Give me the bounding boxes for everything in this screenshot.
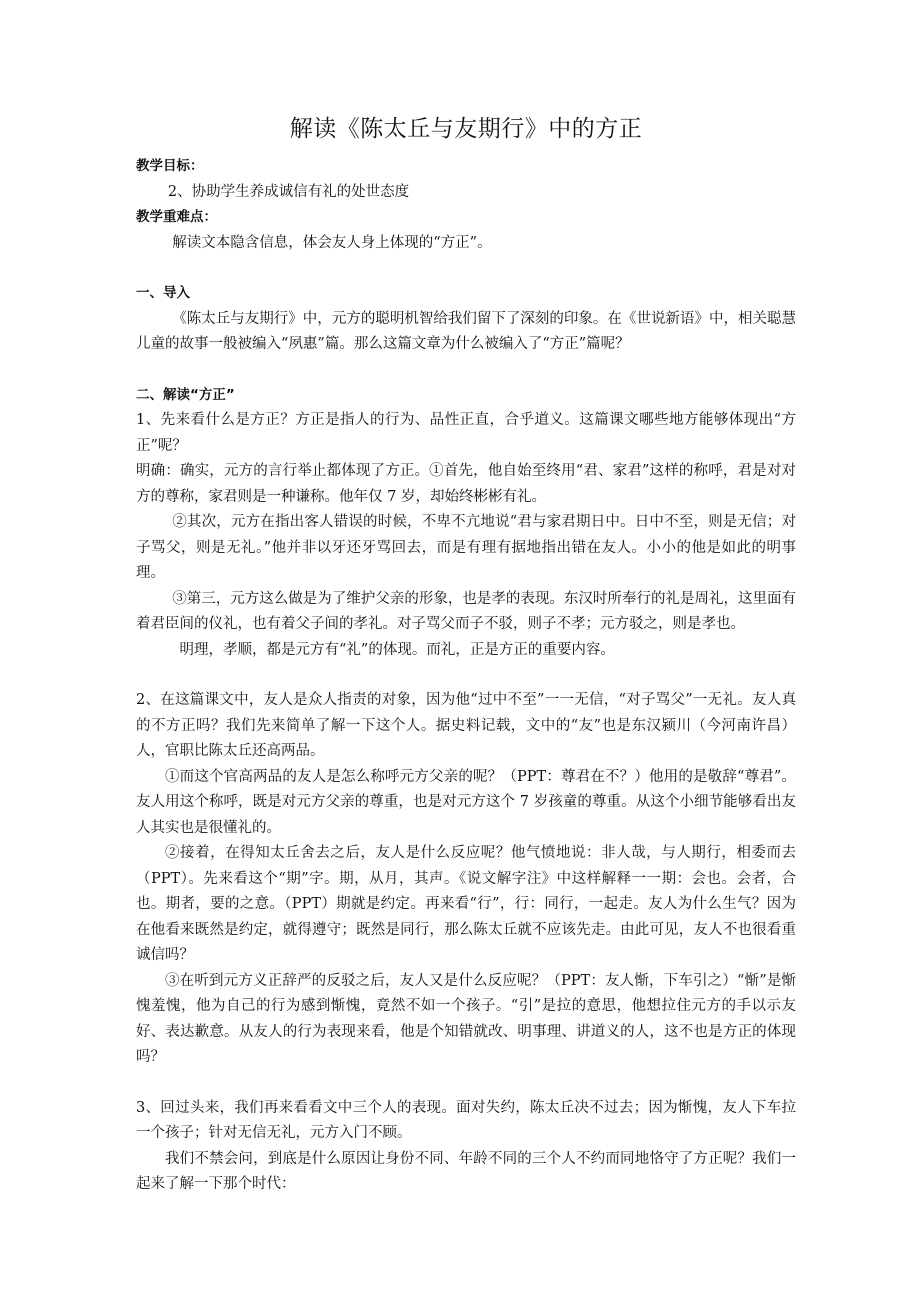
- objectives-item: 2、协助学生养成诚信有礼的处世态度: [167, 183, 410, 200]
- paragraph-second-point: ②其次，元方在指出客人错误的时候，不卑不亢地说“君与家君期日中。日中不至，则是无信；对子骂父，则是无礼。”他并非以牙还牙骂回去，而是有理有据地指出错在友人。小小的他是如此的明事理。: [136, 514, 796, 581]
- paragraph-friend-can: ③在听到元方义正辞严的反驳之后，友人又是什么反应呢？（PPT：友人惭，下车引之）“惭”是惭愧羞愧，他为自己的行为感到惭愧，竟然不如一个孩子。“引”是拉的意思，他想拉住元方的手以示友好、表达歉意。从友人的行为表现来看，他是个知错就改、明事理、讲道义的人，这不也是方正的体现吗？: [136, 972, 796, 1065]
- paragraph-mingque: 明确：确实，元方的言行举止都体现了方正。①首先，他自始至终用“君、家君”这样的称呼，君是对对方的尊称，家君则是一种谦称。他年仅 7 岁，却始终彬彬有礼。: [136, 463, 796, 505]
- paragraph-era: 我们不禁会问，到底是什么原因让身份不同、年龄不同的三个人不约而同地恪守了方正呢？我们一起来了解一下那个时代：: [136, 1150, 796, 1192]
- paragraph-friend-zunjun: ①而这个官高两品的友人是怎么称呼元方父亲的呢？（PPT：尊君在不？）他用的是敬辞“尊君”。友人用这个称呼，既是对元方父亲的尊重，也是对元方这个 7 岁孩童的尊重。从这个小细节能够看出友人其实也是很懂礼的。: [136, 768, 796, 836]
- paragraph-what-is-fangzheng: 1、先来看什么是方正？方正是指人的行为、品性正直，合乎道义。这篇课文哪些地方能够体现出“方正”呢？: [136, 412, 796, 454]
- paragraph-summary-li: 明理，孝顺，都是元方有“礼”的体现。而礼，正是方正的重要内容。: [179, 641, 615, 658]
- paragraph-three-people: 3、回过头来，我们再来看看文中三个人的表现。面对失约，陈太丘决不过去；因为惭愧，友人下车拉一个孩子；针对无信无礼，元方入门不顾。: [136, 1099, 796, 1141]
- key-points-label: 教学重难点：: [136, 209, 217, 225]
- spacer: [136, 358, 796, 383]
- key-points-text: 解读文本隐含信息，体会友人身上体现的“方正”。: [172, 234, 492, 251]
- section-1-heading: 一、导入: [136, 285, 190, 301]
- section-1-paragraph: 《陈太丘与友期行》中，元方的聪明机智给我们留下了深刻的印象。在《世说新语》中，相关聪慧儿童的故事一般被编入“夙惠”篇。那么这篇文章为什么被编入了“方正”篇呢？: [136, 310, 796, 352]
- spacer: [136, 1071, 796, 1096]
- spacer: [136, 256, 796, 281]
- document-title: 解读《陈太丘与友期行》中的方正: [289, 116, 643, 142]
- paragraph-third-point: ③第三，元方这么做是为了维护父亲的形象，也是孝的表现。东汉时所奉行的礼是周礼，这里面有着君臣间的仪礼，也有着父子间的孝礼。对子骂父而子不驳，则子不孝；元方驳之，则是孝也。: [136, 590, 796, 632]
- paragraph-friend-qi: ②接着，在得知太丘舍去之后，友人是什么反应呢？他气愤地说：非人哉，与人期行，相委而去（PPT）。先来看这个“期”字。期，从月，其声。《说文解字注》中这样解释一一期：会也。会者，合也。期者，要的之意。（PPT）期就是约定。再来看“行”，行：同行，一起走。友人为什么生气？因为在他看来既然是约定，就得遵守；既然是同行，那么陈太丘就不应该先走。由此可见，友人不也很看重诚信吗？: [136, 845, 796, 963]
- paragraph-friend-intro: 2、在这篇课文中，友人是众人指责的对象，因为他“过中不至”一一无信，“对子骂父”一无礼。友人真的不方正吗？我们先来简单了解一下这个人。据史料记载，文中的“友”也是东汉颍川（今河南许昌）人，官职比陈太丘还高两品。: [136, 692, 796, 759]
- section-2-heading: 二、解读“方正”: [136, 386, 235, 403]
- document-page: [136, 112, 796, 1198]
- objectives-label: 教学目标：: [136, 158, 204, 174]
- spacer: [136, 663, 796, 688]
